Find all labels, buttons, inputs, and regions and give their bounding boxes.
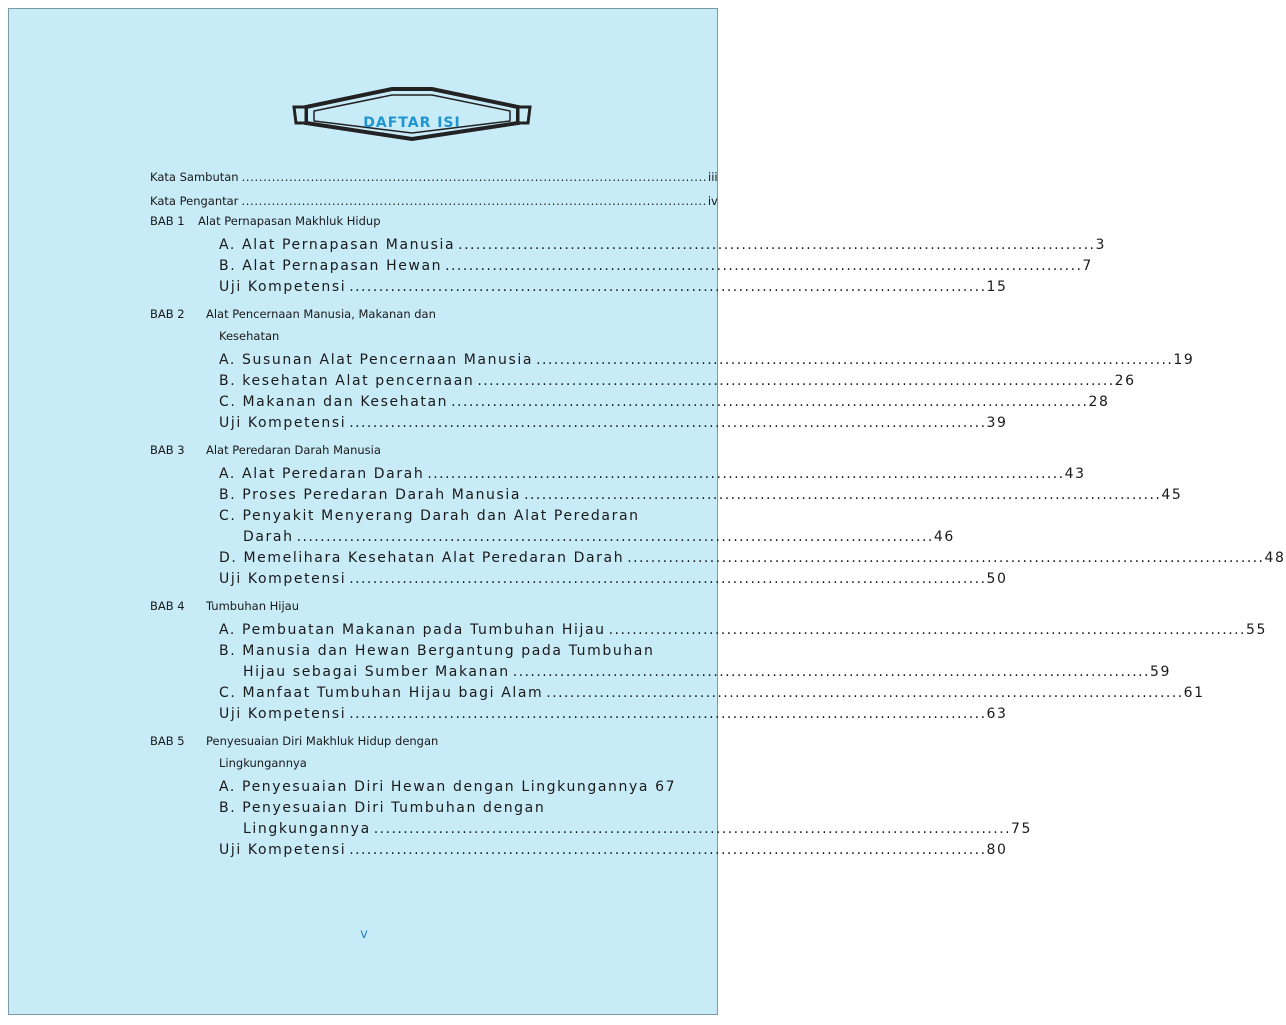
chapter-title: Alat Peredaran Darah Manusia: [206, 443, 381, 457]
toc-entry[interactable]: [219, 413, 1008, 433]
entry-page: 45: [1161, 487, 1183, 503]
toc-entry[interactable]: [219, 235, 1106, 255]
dot-leader: [627, 548, 1261, 568]
entry-page: 48: [1264, 550, 1286, 566]
banner-shape-icon: [292, 79, 532, 145]
chapter-title: Kesehatan: [219, 329, 280, 343]
chapter-heading-continued: [219, 755, 307, 771]
toc-entry[interactable]: [219, 840, 1008, 860]
dot-leader: [524, 485, 1158, 505]
entry-page: 7: [1082, 258, 1093, 274]
toc-entry[interactable]: [219, 256, 1093, 276]
entry-label: A. Alat Pernapasan Manusia: [219, 237, 456, 253]
toc-entry[interactable]: [219, 777, 677, 797]
entry-label: B. Alat Pernapasan Hewan: [219, 258, 443, 274]
chapter-heading[interactable]: [150, 306, 436, 322]
entry-page: 39: [986, 415, 1008, 431]
entry-label: B. kesehatan Alat pencernaan: [219, 373, 475, 389]
dot-leader: [241, 193, 704, 209]
dot-leader: [609, 620, 1243, 640]
dot-leader: [374, 819, 1008, 839]
entry-label: A. Susunan Alat Pencernaan Manusia: [219, 352, 534, 368]
toc-entry[interactable]: [219, 506, 671, 526]
chapter-title: Penyesuaian Diri Makhluk Hidup dengan: [206, 734, 439, 748]
toc-entry[interactable]: [219, 392, 1110, 412]
dot-leader: [349, 413, 983, 433]
entry-label: A. Penyesuaian Diri Hewan dengan Lingkungannya: [219, 779, 650, 795]
dot-leader: [242, 169, 705, 185]
toc-entry-continued[interactable]: [243, 527, 955, 547]
entry-label: C. Penyakit Menyerang Darah dan Alat Peredaran: [219, 508, 640, 524]
front-matter-row[interactable]: [150, 193, 718, 209]
toc-entry-continued[interactable]: [243, 662, 1172, 682]
entry-page: 46: [933, 529, 955, 545]
chapter-title: Alat Pencernaan Manusia, Makanan dan: [206, 307, 436, 321]
entry-page: iii: [708, 170, 718, 184]
chapter-number: BAB 5: [150, 734, 185, 748]
chapter-heading[interactable]: [150, 733, 438, 749]
toc-entry[interactable]: [219, 704, 1008, 724]
entry-label: Kata Sambutan: [150, 170, 239, 184]
entry-label: Uji Kompetensi: [219, 706, 347, 722]
entry-page: 59: [1150, 664, 1172, 680]
entry-label: Uji Kompetensi: [219, 415, 347, 431]
toc-entry[interactable]: [219, 641, 671, 661]
toc-entry[interactable]: [219, 548, 1286, 568]
dot-leader: [349, 704, 983, 724]
entry-label: C. Makanan dan Kesehatan: [219, 394, 449, 410]
toc-entry[interactable]: [219, 464, 1086, 484]
entry-page: iv: [707, 194, 718, 208]
entry-label: B. Manusia dan Hewan Bergantung pada Tumbuhan: [219, 643, 655, 659]
chapter-number: BAB 4: [150, 599, 185, 613]
entry-label: A. Alat Peredaran Darah: [219, 466, 425, 482]
entry-page: 43: [1064, 466, 1086, 482]
entry-label: Uji Kompetensi: [219, 571, 347, 587]
entry-label: Lingkungannya: [243, 821, 371, 837]
dot-leader: [477, 371, 1111, 391]
entry-label: B. Penyesuaian Diri Tumbuhan dengan: [219, 800, 546, 816]
chapter-title: Alat Pernapasan Makhluk Hidup: [198, 214, 381, 228]
toc-entry-continued[interactable]: [243, 819, 1033, 839]
entry-label: Kata Pengantar: [150, 194, 239, 208]
dot-leader: [513, 662, 1147, 682]
front-matter-row[interactable]: [150, 169, 718, 185]
dot-leader: [536, 350, 1170, 370]
chapter-number: BAB 2: [150, 307, 185, 321]
dot-leader: [458, 235, 1092, 255]
entry-page: 19: [1173, 352, 1195, 368]
entry-page: 50: [986, 571, 1008, 587]
title-banner: [292, 79, 532, 145]
page-title: DAFTAR ISI: [363, 115, 461, 131]
entry-page: 61: [1183, 685, 1205, 701]
chapter-title: Tumbuhan Hijau: [206, 599, 300, 613]
entry-label: C. Manfaat Tumbuhan Hijau bagi Alam: [219, 685, 544, 701]
toc-page: [8, 8, 1286, 1015]
toc-entry[interactable]: [219, 277, 1008, 297]
entry-label: Uji Kompetensi: [219, 842, 347, 858]
toc-entry[interactable]: [219, 569, 1008, 589]
chapter-number: BAB 3: [150, 443, 185, 457]
dot-leader: [349, 840, 983, 860]
dot-leader: [451, 392, 1085, 412]
entry-label: D. Memelihara Kesehatan Alat Peredaran Darah: [219, 550, 625, 566]
chapter-number: BAB 1: [150, 214, 185, 228]
entry-page: 63: [986, 706, 1008, 722]
entry-label: Darah: [243, 529, 294, 545]
entry-page: 75: [1011, 821, 1033, 837]
dot-leader: [445, 256, 1079, 276]
entry-page: 15: [986, 279, 1008, 295]
entry-label: Uji Kompetensi: [219, 279, 347, 295]
entry-label: A. Pembuatan Makanan pada Tumbuhan Hijau: [219, 622, 606, 638]
dot-leader: [546, 683, 1180, 703]
chapter-heading[interactable]: [150, 598, 299, 614]
entry-page: 80: [986, 842, 1008, 858]
chapter-title: Lingkungannya: [219, 756, 307, 770]
page-number: v: [360, 927, 368, 942]
toc-entry[interactable]: [219, 485, 1183, 505]
entry-label: B. Proses Peredaran Darah Manusia: [219, 487, 522, 503]
dot-leader: [349, 277, 983, 297]
dot-leader: [427, 464, 1061, 484]
entry-page: 26: [1114, 373, 1136, 389]
entry-page: 55: [1245, 622, 1267, 638]
toc-entry[interactable]: [219, 371, 1136, 391]
dot-leader: [297, 527, 931, 547]
toc-entry[interactable]: [219, 683, 1205, 703]
toc-entry[interactable]: [219, 798, 671, 818]
chapter-heading-continued: [219, 328, 279, 344]
dot-leader: [349, 569, 983, 589]
entry-page: 67: [655, 779, 677, 795]
chapter-heading[interactable]: [150, 213, 381, 229]
entry-label: Hijau sebagai Sumber Makanan: [243, 664, 510, 680]
entry-page: 28: [1088, 394, 1110, 410]
entry-page: 3: [1095, 237, 1106, 253]
chapter-heading[interactable]: [150, 442, 381, 458]
toc-entry[interactable]: [219, 620, 1267, 640]
toc-entry[interactable]: [219, 350, 1195, 370]
